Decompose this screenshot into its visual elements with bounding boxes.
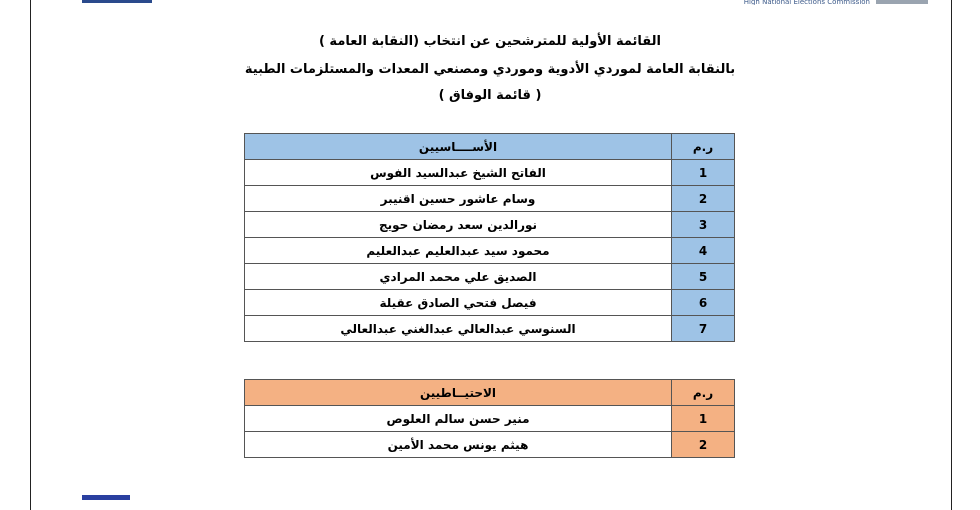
candidate-name: الفاتح الشيخ عبدالسيد الفوس — [245, 160, 672, 186]
table-row — [245, 264, 735, 290]
table-row — [245, 316, 735, 342]
candidate-name: فيصل فتحي الصادق عقيلة — [245, 290, 672, 316]
candidate-name: منير حسن سالم العلوص — [245, 406, 672, 432]
table-row — [245, 160, 735, 186]
commission-name: High National Elections Commission — [743, 0, 870, 5]
row-number: 1 — [672, 160, 735, 186]
title-line-3: ( قائمة الوفاق ) — [438, 88, 542, 103]
name-header: الأســــاسيين — [245, 134, 672, 160]
row-number: 3 — [672, 212, 735, 238]
table-row — [245, 186, 735, 212]
candidate-name: هيثم يونس محمد الأمين — [245, 432, 672, 458]
title-line-1: القائمة الأولية للمترشحين عن انتخاب (النقابة العامة ) — [318, 34, 662, 49]
row-number: 6 — [672, 290, 735, 316]
candidate-name: وسام عاشور حسين اقنيبر — [245, 186, 672, 212]
table-header-row — [245, 134, 735, 160]
footer-logo-block — [82, 495, 130, 500]
candidate-name: السنوسي عبدالعالي عبدالغني عبدالعالي — [245, 316, 672, 342]
header-logo-left — [82, 0, 152, 3]
table-row — [245, 238, 735, 264]
logo-bar — [876, 0, 928, 4]
row-number: 1 — [672, 406, 735, 432]
candidate-name: محمود سيد عبدالعليم عبدالعليم — [245, 238, 672, 264]
table-row — [245, 432, 735, 458]
table-row — [245, 212, 735, 238]
row-number: 7 — [672, 316, 735, 342]
candidate-name: الصديق علي محمد المرادي — [245, 264, 672, 290]
table-row — [245, 290, 735, 316]
reserve-candidates-table — [244, 379, 735, 458]
title-line-2: بالنقابة العامة لموردي الأدوية وموردي ومصنعي المعدات والمستلزمات الطبية — [244, 62, 736, 77]
candidate-name: نورالدين سعد رمضان حويج — [245, 212, 672, 238]
row-number: 5 — [672, 264, 735, 290]
row-number: 2 — [672, 432, 735, 458]
num-header: ر.م — [672, 380, 735, 406]
num-header: ر.م — [672, 134, 735, 160]
table-row — [245, 406, 735, 432]
footer-logo — [82, 495, 130, 500]
name-header: الاحتيــاطيين — [245, 380, 672, 406]
row-number: 4 — [672, 238, 735, 264]
row-number: 2 — [672, 186, 735, 212]
main-candidates-table — [244, 133, 735, 342]
table-header-row — [245, 380, 735, 406]
header-logo-right — [744, 0, 928, 5]
